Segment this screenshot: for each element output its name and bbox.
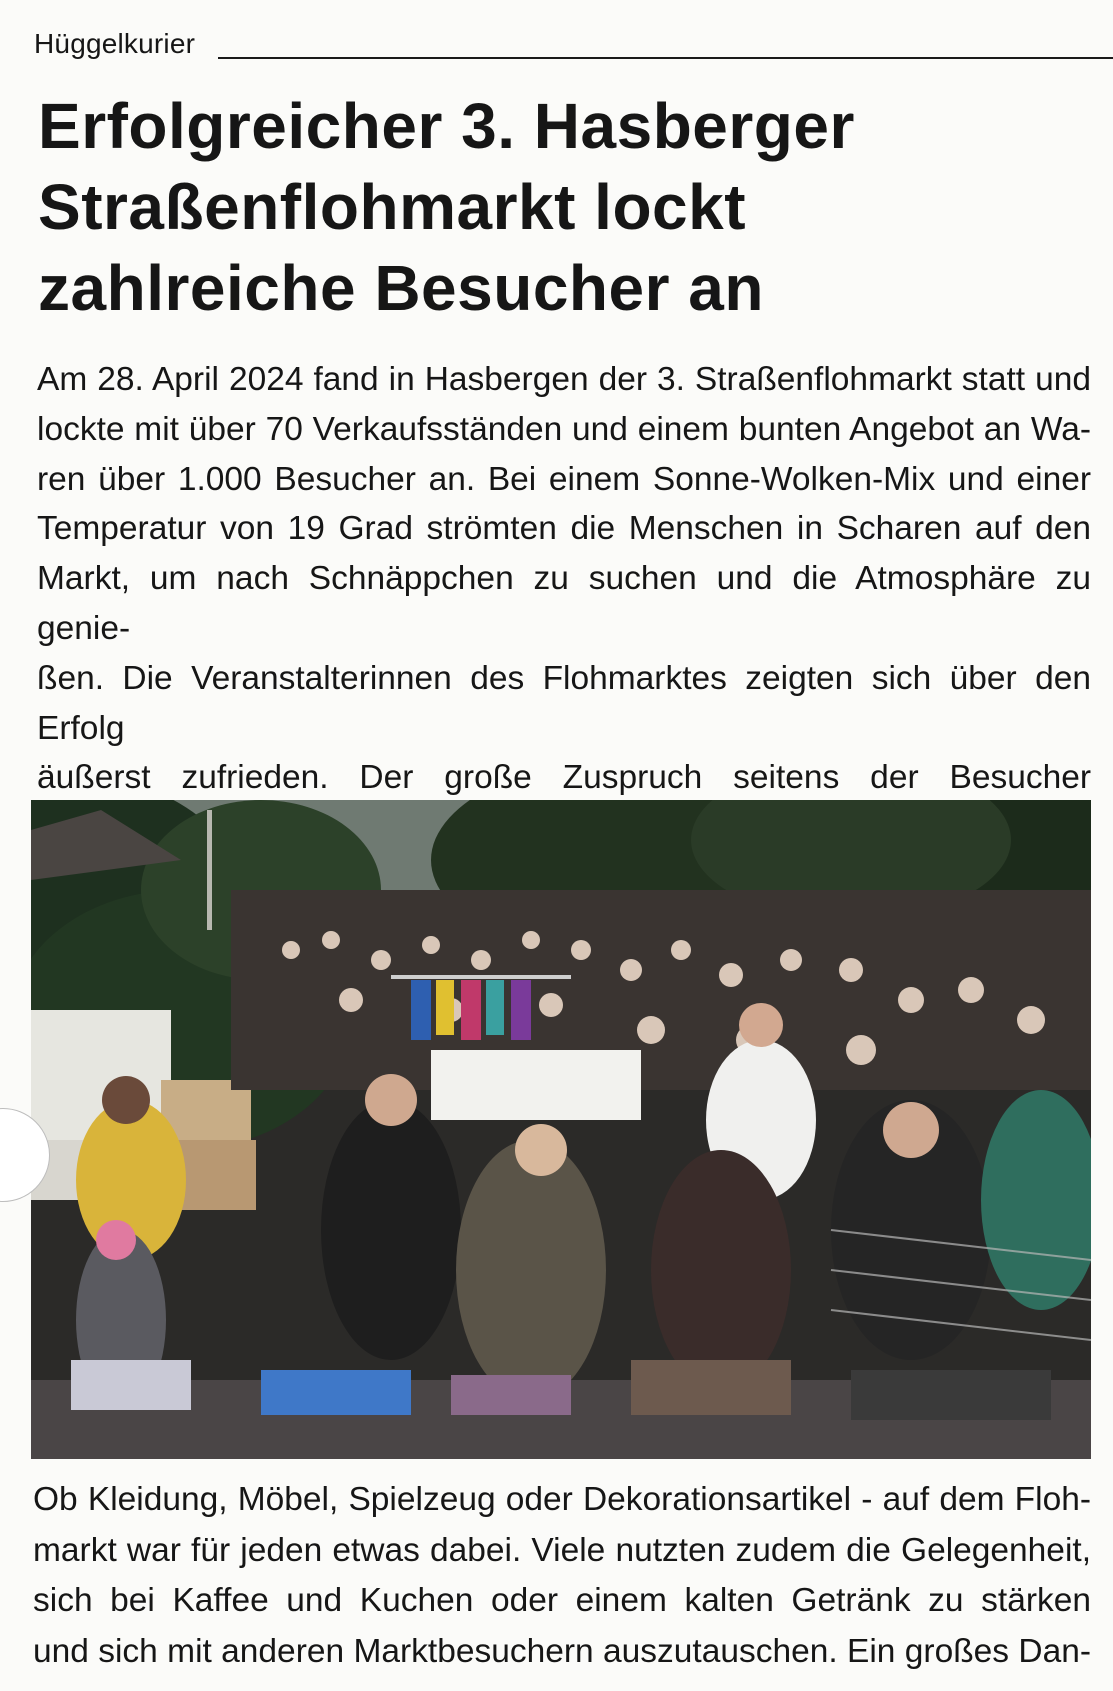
paragraph-line: äußerst zufrieden. Der große Zuspruch seitens der Besucher (37, 759, 1091, 797)
paragraph-line: lockte mit über 70 Verkaufsständen und einem bunten Angebot an Wa- (37, 410, 1091, 448)
paragraph-line: markt war für jeden etwas dabei. Viele nutzten zudem die Gelegenheit, (33, 1531, 1091, 1569)
headline-line: zahlreiche Besucher an (38, 252, 764, 324)
paragraph-line: Temperatur von 19 Grad strömten die Menschen in Scharen auf den (37, 510, 1091, 548)
article-headline (38, 86, 1078, 329)
headline-line: Straßenflohmarkt lockt (38, 171, 747, 243)
header-rule (218, 57, 1113, 59)
paragraph-line: Ob Kleidung, Möbel, Spielzeug oder Dekorationsartikel - auf dem Floh- (33, 1481, 1091, 1518)
crowd-scene-illustration (31, 800, 1091, 1459)
paragraph-line: Markt, um nach Schnäppchen zu suchen und die Atmosphäre zu genie- (37, 560, 1091, 647)
publication-header (34, 24, 1113, 64)
paragraph-line: und sich mit anderen Marktbesuchern auszutauschen. Ein großes Dan- (33, 1632, 1091, 1670)
paragraph-line: sich bei Kaffee und Kuchen oder einem kalten Getränk zu stärken (33, 1582, 1091, 1619)
article-paragraph-2 (33, 1475, 1091, 1677)
paragraph-line: ren über 1.000 Besucher an. Bei einem Sonne-Wolken-Mix und einer (37, 460, 1091, 498)
publication-name: Hüggelkurier (34, 28, 196, 59)
paragraph-line: ßen. Die Veranstalterinnen des Flohmarktes zeigten sich über den Erfolg (37, 659, 1091, 747)
flea-market-photo (31, 800, 1091, 1459)
headline-line: Erfolgreicher 3. Hasberger (38, 90, 855, 162)
paragraph-line: Am 28. April 2024 fand in Hasbergen der 3. Straßenflohmarkt statt und (37, 361, 1091, 398)
